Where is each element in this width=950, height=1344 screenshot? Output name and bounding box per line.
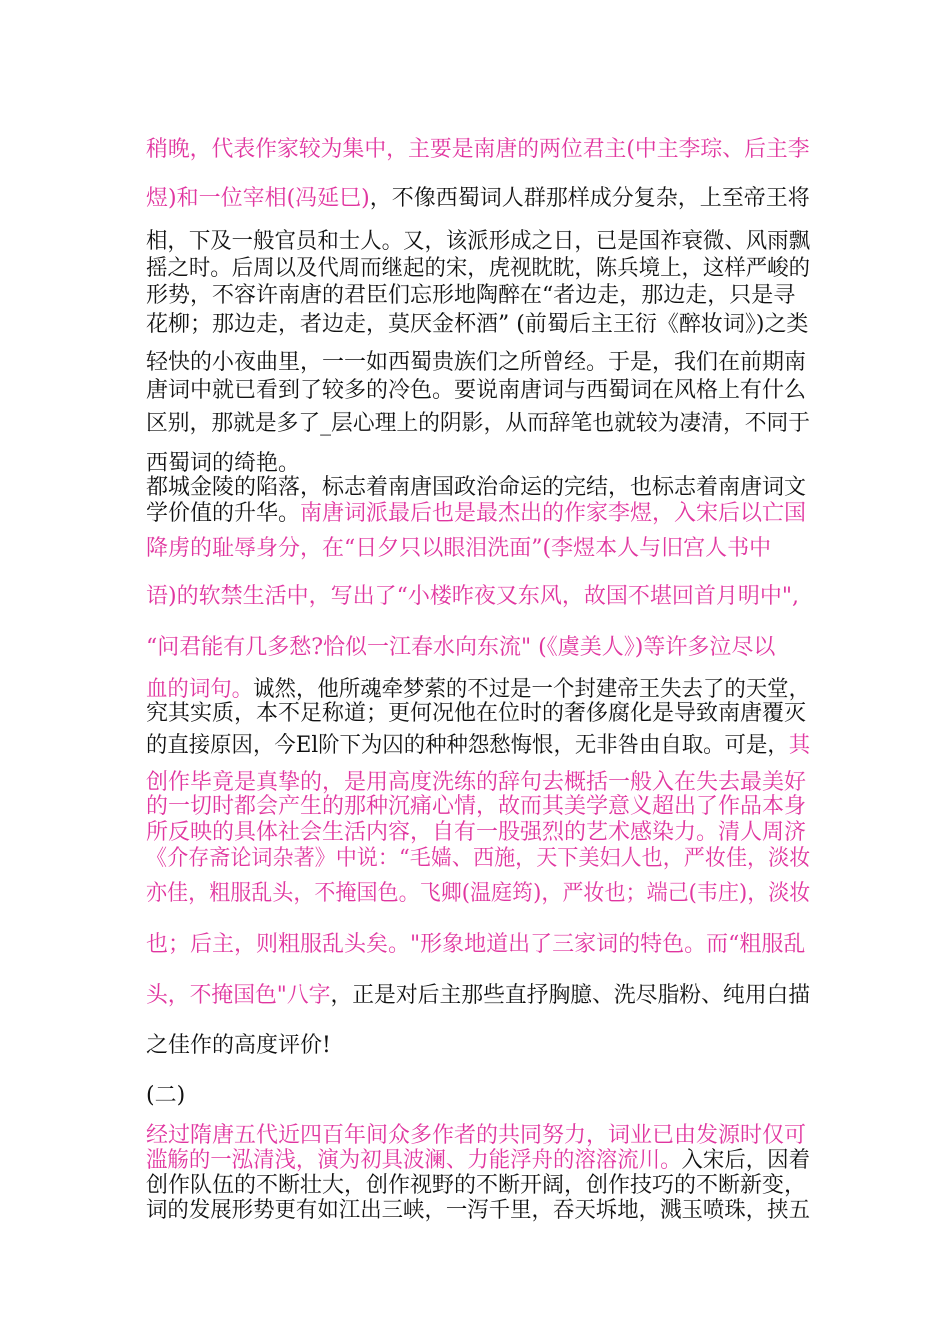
highlighted-text: 创作毕竟是真挚的，是用高度洗练的辞句去概括一般入在失去最美好	[146, 770, 807, 795]
body-text: 创作队伍的不断壮大，创作视野的不断开阔，创作技巧的不断新变，	[146, 1173, 807, 1198]
highlighted-text: 的一切时都会产生的那种沉痛心情，故而其美学意义超出了作品本身	[146, 794, 807, 819]
text-line	[146, 733, 810, 759]
highlighted-text: 经过隋唐五代近四百年间众多作者的共同努力，词业已由发源时仅可	[146, 1123, 807, 1148]
text-line	[146, 1123, 806, 1149]
text-line	[146, 411, 810, 437]
body-text: 形势，不容许南唐的君臣们忘形地陶醉在“者边走，那边走，只是寻	[146, 283, 796, 308]
text-line	[146, 932, 805, 958]
highlighted-text: 其	[788, 733, 811, 758]
text-line	[146, 451, 300, 477]
text-line	[146, 137, 810, 163]
text-line	[146, 256, 810, 282]
body-text: ，正是对后主那些直抒胸臆、洗尽脂粉、纯用白描	[330, 983, 811, 1008]
text-line	[146, 983, 810, 1009]
highlighted-text: “问君能有几多愁?恰似一江春水向东流" (《虞美人》)等许多泣尽以	[146, 635, 776, 660]
highlighted-text: 血的词句。	[146, 677, 254, 702]
highlighted-text: 降虏的耻辱身分，在“日夕只以眼泪洗面”(李煜本人与旧宫人书中	[146, 536, 772, 561]
text-line	[146, 1033, 331, 1059]
body-text: 诚然，他所魂牵梦萦的不过是一个封建帝王失去了的天堂，	[253, 677, 811, 702]
body-text: ，不像西蜀词人群那样成分复杂，上至帝王将	[369, 186, 810, 211]
text-line	[146, 846, 810, 872]
highlighted-text: 也；后主，则粗服乱头矣。"形象地道出了三家词的特色。而“粗服乱	[146, 932, 806, 957]
text-line	[146, 770, 806, 796]
highlighted-text: 《介存斋论词杂著》中说：“毛嫱、西施，天下美妇人也，严妆佳，淡妆	[146, 846, 811, 871]
section-heading	[146, 1083, 185, 1109]
body-text: 的直接原因，今El阶下为囚的种种怨愁悔恨，无非咎由自取。可是，	[146, 733, 789, 758]
body-text: 唐词中就已看到了较多的冷色。要说南唐词与西蜀词在风格上有什么	[146, 378, 807, 403]
text-line	[146, 677, 810, 703]
highlighted-text: 南唐词派最后也是最杰出的作家李煜，入宋后以亡国	[300, 501, 807, 526]
body-text: (二)	[146, 1083, 186, 1108]
body-text: 入宋后，因着	[681, 1148, 811, 1173]
text-line	[146, 475, 806, 501]
text-line	[146, 701, 806, 727]
body-text: 词的发展形势更有如江出三峡，一泻千里，吞天坼地，溅玉喷珠，挟五	[146, 1198, 811, 1223]
body-text: 相，下及一般官员和士人。又，该派形成之日，已是国祚衰微、风雨飘	[146, 229, 811, 254]
highlighted-text: 头，不掩国色"八字	[146, 983, 331, 1008]
text-line	[146, 881, 810, 907]
body-text: 究其实质，本不足称道；更何况他在位时的奢侈腐化是导致南唐覆灭	[146, 701, 807, 726]
body-text: 花柳；那边走，者边走，莫厌金杯酒” (前蜀后主王衍《醉妆词》)之类	[146, 312, 809, 337]
body-text: 西蜀词的绮艳。	[146, 451, 301, 476]
highlighted-text: 煜)和一位宰相(冯延巳)	[146, 186, 370, 211]
highlighted-text: 所反映的具体社会生活内容，自有一股强烈的艺术感染力。清人周济	[146, 820, 807, 845]
highlighted-text: 亦佳，粗服乱头，不掩国色。飞卿(温庭筠)，严妆也；端己(韦庄)，淡妆	[146, 881, 811, 906]
body-text: 学价值的升华。	[146, 501, 301, 526]
body-text: 区别，那就是多了_层心理上的阴影，从而辞笔也就较为凄清，不同于	[146, 411, 811, 436]
text-line	[146, 229, 810, 255]
body-text: 都城金陵的陷落，标志着南唐国政治命运的完结，也标志着南唐词文	[146, 475, 807, 500]
text-line	[146, 1198, 810, 1224]
text-line	[146, 820, 806, 846]
text-line	[146, 186, 810, 212]
text-line	[146, 350, 806, 376]
text-line	[146, 584, 799, 610]
text-line	[146, 501, 806, 527]
text-line	[146, 1173, 806, 1199]
highlighted-text: 滥觞的一泓清浅，演为初具波澜、力能浮舟的溶溶流川。	[146, 1148, 682, 1173]
text-line	[146, 794, 806, 820]
text-line	[146, 536, 771, 562]
body-text: 之佳作的高度评价!	[146, 1033, 331, 1058]
text-line	[146, 283, 795, 309]
text-line	[146, 1148, 810, 1174]
highlighted-text: 语)的软禁生活中，写出了“小楼昨夜又东风，故国不堪回首月明中",	[146, 584, 799, 609]
text-line	[146, 378, 806, 404]
highlighted-text: 稍晚，代表作家较为集中，主要是南唐的两位君主(中主李琮、后主李	[146, 137, 810, 162]
text-line	[146, 635, 775, 661]
body-text: 轻快的小夜曲里，一一如西蜀贵族们之所曾经。于是，我们在前期南	[146, 350, 807, 375]
text-line	[146, 312, 808, 338]
body-text: 摇之时。后周以及代周而继起的宋，虎视眈眈，陈兵境上，这样严峻的	[146, 256, 811, 281]
